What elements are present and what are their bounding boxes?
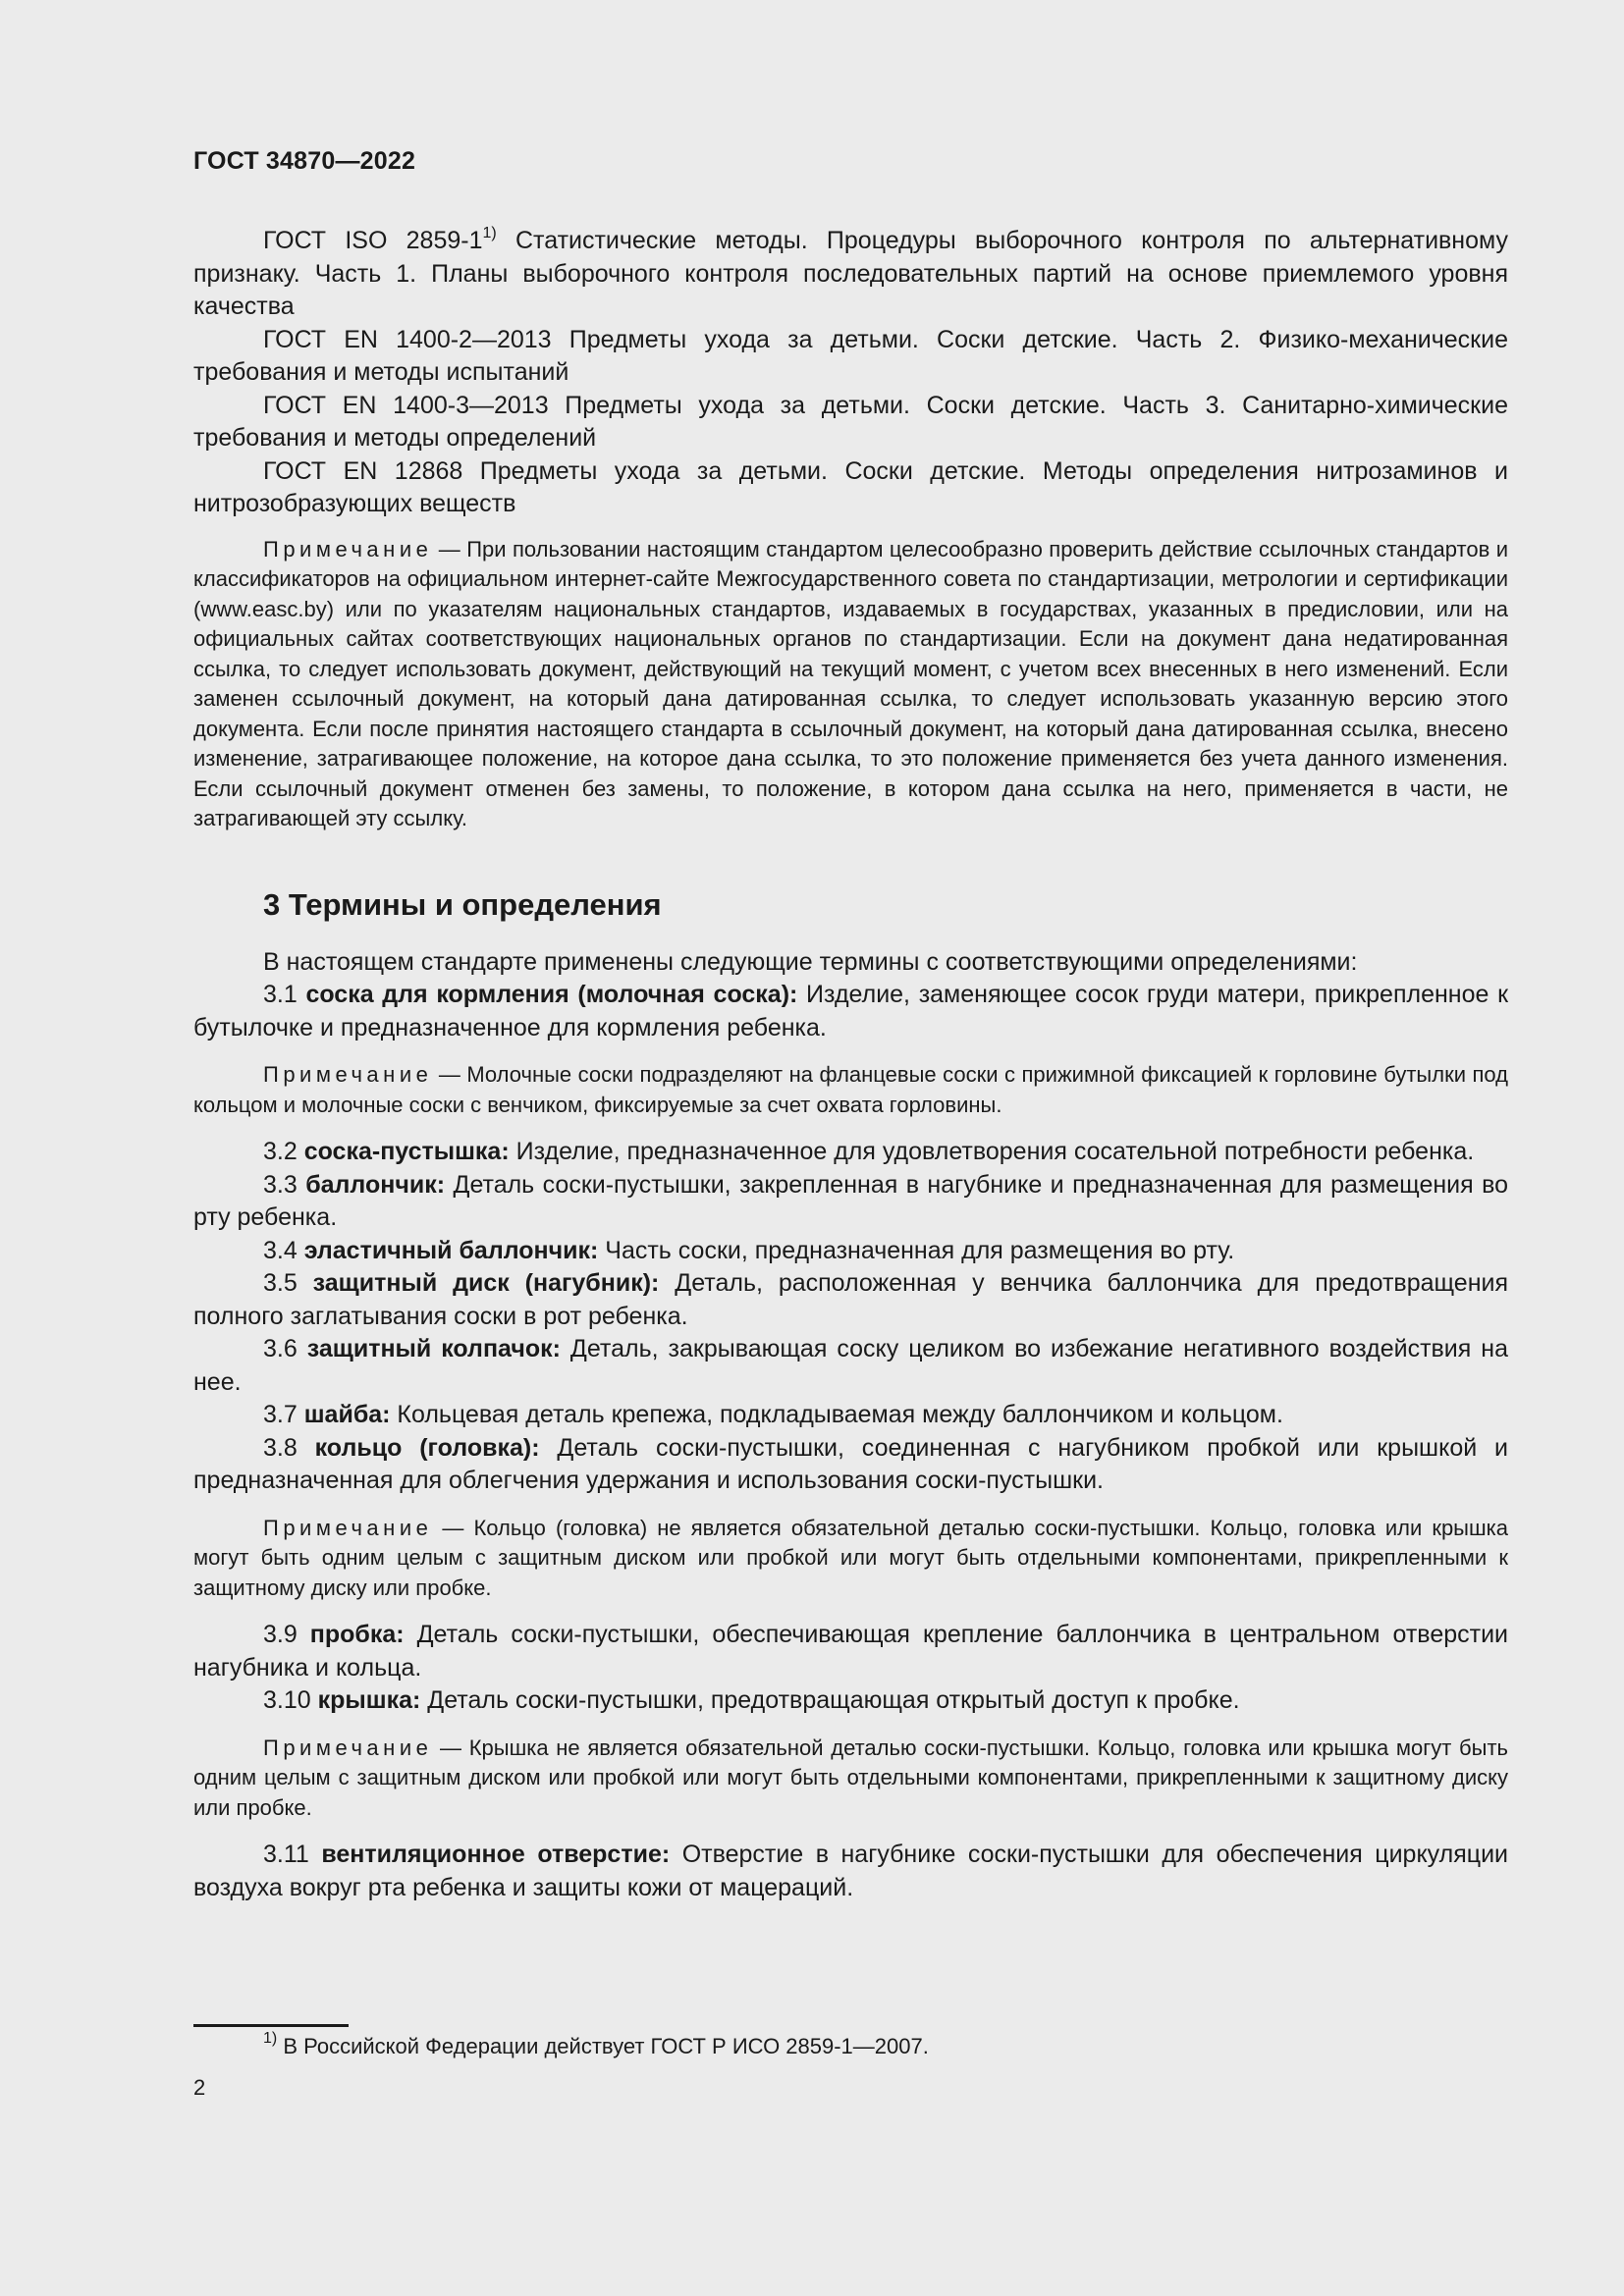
page-number: 2 <box>193 2075 206 2100</box>
term-name: кольцо (головка): <box>314 1433 540 1462</box>
term-entry: 3.1 соска для кормления (молочная соска): Изделие, заменяющее сосок груди матери, прикрепленное к бутылочке и предназначенное для кормления ребенка. <box>193 981 1509 1041</box>
term-entry: 3.7 шайба: Кольцевая деталь крепежа, подкладываемая между баллончиком и кольцом. <box>263 1401 1283 1428</box>
references-note: Примечание — При пользовании настоящим стандартом целесообразно проверить действие ссылочных стандартов и классификаторов на официальном интернет-сайте Межгосударственного совета по стандартизации, метрологии и сертификации (www.easc.by) или по указателям национальных стандартов, издаваемых в государствах, указанных в предисловии, или на официальных сайтах соответствующих национальных органов по стандартизации. Если на документ дана недатированная ссылка, то следует использовать документ, действующий на текущий момент, с учетом всех внесенных в него изменений. Если заменен ссылочный документ, на который дана датированная ссылка, то следует использовать указанную версию этого документа. Если после принятия настоящего стандарта в ссылочный документ, на который дана датированная ссылка, внесено изменение, затрагивающее положение, на которое дана ссылка, то это положение применяется без учета данного изменения. Если ссылочный документ отменен без замены, то положение, в котором дана ссылка на него, применяется в части, не затрагивающей эту ссылку. <box>193 536 1508 830</box>
term-name: шайба: <box>303 1401 391 1428</box>
term-entry: 3.9 пробка: Деталь соски-пустышки, обеспечивающая крепление баллончика в центральном отверстии нагубника и кольца. <box>193 1621 1508 1682</box>
footnote-marker: 1) <box>263 2030 278 2047</box>
term-entry: 3.4 эластичный баллончик: Часть соски, предназначенная для размещения во рту. <box>263 1236 1235 1264</box>
term-definition: Деталь соски-пустышки, обеспечивающая крепление баллончика в центральном отверстии нагубника и кольца. <box>193 1621 1508 1682</box>
document-header-code: ГОСТ 34870—2022 <box>193 147 416 175</box>
term-entry: 3.11 вентиляционное отверстие: Отверстие в нагубнике соски-пустышки для обеспечения циркуляции воздуха вокруг рта ребенка и защиты кожи от мацераций. <box>193 1841 1509 1901</box>
term-name: баллончик: <box>305 1170 446 1199</box>
section-intro: В настоящем стандарте применены следующие термины с соответствующими определениями: <box>263 947 1358 976</box>
term-name: защитный диск (нагубник): <box>312 1269 660 1297</box>
reference-item <box>193 225 1508 324</box>
footnote <box>263 2032 929 2061</box>
footnote-separator <box>193 2024 349 2027</box>
term-definition: Деталь, закрывающая соску целиком во избежание негативного воздействия на нее. <box>193 1335 1508 1396</box>
note-label: Примечание <box>263 536 433 561</box>
term-entry: 3.10 крышка: Деталь соски-пустышки, предотвращающая открытый доступ к пробке. <box>263 1686 1240 1714</box>
term-entry: 3.6 защитный колпачок: Деталь, закрывающая соску целиком во избежание негативного воздействия на нее. <box>193 1335 1508 1396</box>
term-definition: Часть соски, предназначенная для размещения во рту. <box>598 1236 1235 1264</box>
section-title: 3 Термины и определения <box>263 886 662 922</box>
reference-text: Статистические методы. Процедуры выборочного контроля по альтернативному признаку. Часть 1. Планы выборочного контроля последовательных партий на основе приемлемого уровня качества <box>193 227 1508 320</box>
term-definition: Деталь соски-пустышки, закрепленная в нагубнике и предназначенная для размещения во рту ребенка. <box>193 1170 1508 1231</box>
note-label: Примечание <box>263 1062 433 1087</box>
reference-code: ГОСТ ISO 2859-1 <box>263 227 483 254</box>
document-body <box>193 225 1508 1904</box>
footnote-text: В Российской Федерации действует ГОСТ Р ИСО 2859-1—2007. <box>277 2034 929 2058</box>
note-text: Крышка не является обязательной деталью соски-пустышки. Кольцо, головка или крышка могут быть одним целым с защитным диском или пробкой или могут быть отдельными компонентами, прикрепленными к защитному диску или пробке. <box>193 1735 1508 1820</box>
term-note: Примечание — Кольцо (головка) не является обязательной деталью соски-пустышки. Кольцо, головка или крышка могут быть одним целым с защитным диском или пробкой или могут быть отдельными компонентами, прикрепленными к защитному диску или пробке. <box>193 1515 1508 1600</box>
term-entry: 3.2 соска-пустышка: Изделие, предназначенное для удовлетворения сосательной потребности ребенка. <box>263 1138 1475 1165</box>
term-note: Примечание — Молочные соски подразделяют на фланцевые соски с прижимной фиксацией к горловине бутылки под кольцом и молочные соски с венчиком, фиксируемые за счет охвата горловины. <box>193 1062 1508 1117</box>
term-name: вентиляционное отверстие: <box>321 1841 671 1868</box>
note-label: Примечание <box>263 1515 433 1540</box>
term-definition: Изделие, заменяющее сосок груди матери, прикрепленное к бутылочке и предназначенное для кормления ребенка. <box>193 981 1509 1041</box>
term-name: крышка: <box>317 1686 421 1714</box>
note-label: Примечание <box>263 1735 433 1760</box>
note-text: Молочные соски подразделяют на фланцевые соски с прижимной фиксацией к горловине бутылки под кольцом и молочные соски с венчиком, фиксируемые за счет охвата горловины. <box>193 1062 1508 1117</box>
term-entry: 3.8 кольцо (головка): Деталь соски-пустышки, соединенная с нагубником пробкой или крышкой и предназначенная для облегчения удержания и использования соски-пустышки. <box>193 1433 1509 1494</box>
note-text: Кольцо (головка) не является обязательной деталью соски-пустышки. Кольцо, головка или крышка могут быть одним целым с защитным диском или пробкой или могут быть отдельными компонентами, прикрепленными к защитному диску или пробке. <box>193 1515 1508 1600</box>
term-name: защитный колпачок: <box>306 1335 561 1362</box>
term-entry: 3.3 баллончик: Деталь соски-пустышки, закрепленная в нагубнике и предназначенная для размещения во рту ребенка. <box>193 1170 1508 1231</box>
term-definition: Кольцевая деталь крепежа, подкладываемая между баллончиком и кольцом. <box>390 1401 1283 1428</box>
term-note: Примечание — Крышка не является обязательной деталью соски-пустышки. Кольцо, головка или крышка могут быть одним целым с защитным диском или пробкой или могут быть отдельными компонентами, прикрепленными к защитному диску или пробке. <box>193 1735 1508 1820</box>
term-definition: Отверстие в нагубнике соски-пустышки для обеспечения циркуляции воздуха вокруг рта ребенка и защиты кожи от мацераций. <box>193 1841 1509 1901</box>
term-definition: Деталь, расположенная у венчика баллончика для предотвращения полного заглатывания соски в рот ребенка. <box>193 1269 1509 1330</box>
term-definition: Изделие, предназначенное для удовлетворения сосательной потребности ребенка. <box>509 1138 1475 1165</box>
reference-item: ГОСТ EN 12868 Предметы ухода за детьми. Соски детские. Методы определения нитрозаминов и нитрозобразующих веществ <box>193 456 1508 517</box>
term-entry: 3.5 защитный диск (нагубник): Деталь, расположенная у венчика баллончика для предотвращения полного заглатывания соски в рот ребенка. <box>193 1269 1509 1330</box>
term-definition: Деталь соски-пустышки, соединенная с нагубником пробкой или крышкой и предназначенная для облегчения удержания и использования соски-пустышки. <box>193 1433 1509 1494</box>
reference-item: ГОСТ EN 1400-3—2013 Предметы ухода за детьми. Соски детские. Часть 3. Санитарно-химические требования и методы определений <box>193 391 1508 452</box>
reference-item: ГОСТ EN 1400-2—2013 Предметы ухода за детьми. Соски детские. Часть 2. Физико-механические требования и методы испытаний <box>193 325 1508 386</box>
term-name: эластичный баллончик: <box>303 1236 599 1264</box>
term-name: соска для кормления (молочная соска): <box>305 981 798 1008</box>
term-name: пробка: <box>309 1621 405 1648</box>
term-name: соска-пустышка: <box>303 1138 510 1165</box>
note-text: При пользовании настоящим стандартом целесообразно проверить действие ссылочных стандартов и классификаторов на официальном интернет-сайте Межгосударственного совета по стандартизации, метрологии и сертификации (www.easc.by) или по указателям национальных стандартов, издаваемых в государствах, указанных в предисловии, или на официальных сайтах соответствующих национальных органов по стандартизации. Если на документ дана недатированная ссылка, то следует использовать документ, действующий на текущий момент, с учетом всех внесенных в него изменений. Если заменен ссылочный документ, на который дана датированная ссылка, то следует использовать указанную версию этого документа. Если после принятия настоящего стандарта в ссылочный документ, на который дана датированная ссылка, внесено изменение, затрагивающее положение, на которое дана ссылка, то это положение применяется без учета данного изменения. Если ссылочный документ отменен без замены, то положение, в котором дана ссылка на него, применяется в части, не затрагивающей эту ссылку. <box>193 536 1508 830</box>
term-definition: Деталь соски-пустышки, предотвращающая открытый доступ к пробке. <box>420 1686 1240 1714</box>
footnote-marker: 1) <box>482 225 497 241</box>
